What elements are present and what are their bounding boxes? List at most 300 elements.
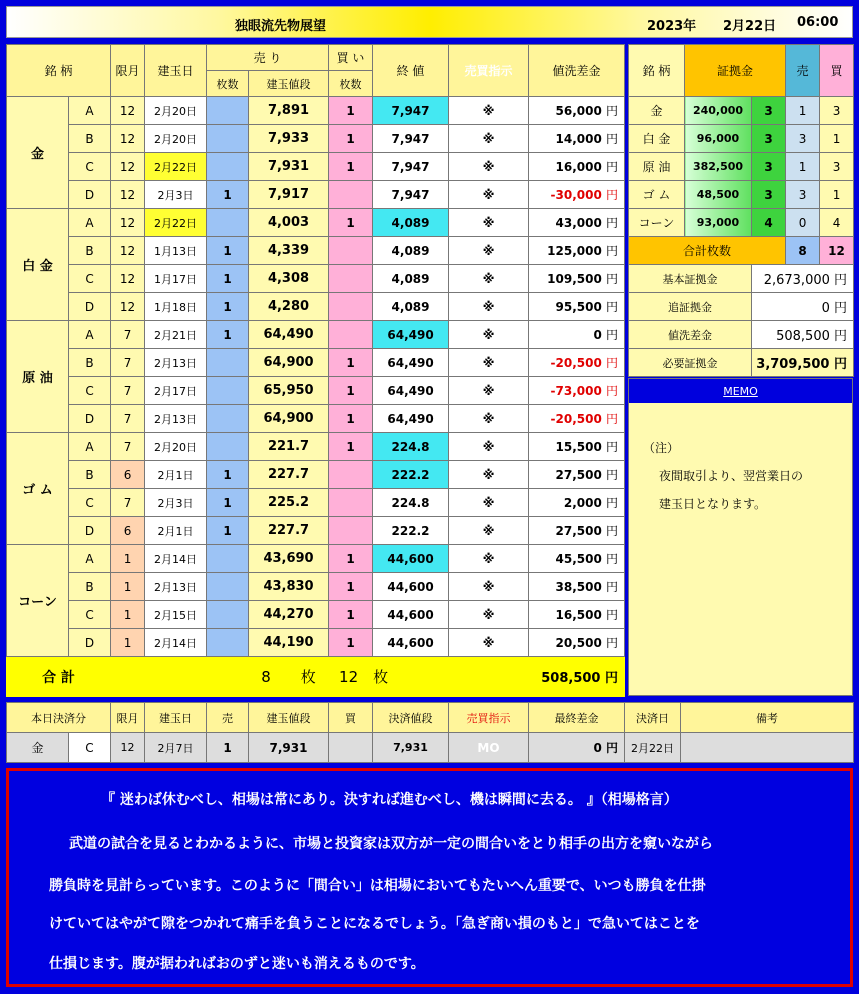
position-date: 1月18日: [145, 293, 207, 321]
order-instruction[interactable]: ※: [449, 265, 529, 293]
margin-amount: 240,000: [685, 97, 752, 125]
settle-col-sell: 売: [207, 703, 249, 733]
position-date: 2月13日: [145, 349, 207, 377]
sell-count: [207, 405, 249, 433]
close-price: 222.2: [373, 517, 449, 545]
summary-label: 基本証拠金: [629, 265, 752, 293]
sell-count: 1: [207, 489, 249, 517]
sell-count: 1: [207, 461, 249, 489]
position-price: 43,690: [249, 545, 329, 573]
brand-name: 白 金: [7, 209, 69, 321]
contract-code: B: [69, 461, 111, 489]
contract-code: C: [69, 153, 111, 181]
close-price: 224.8: [373, 489, 449, 517]
settle-order[interactable]: MO: [449, 733, 529, 763]
sell-count: 1: [207, 237, 249, 265]
margin-sell: 3: [786, 181, 820, 209]
buy-count: 1: [329, 545, 373, 573]
valuation-diff: 2,000: [563, 496, 602, 510]
sell-count: 1: [207, 265, 249, 293]
contract-month: 12: [111, 97, 145, 125]
buy-count: 1: [329, 349, 373, 377]
valuation-diff: 27,500: [555, 468, 602, 482]
settle-col-settle-price: 決済値段: [373, 703, 449, 733]
position-row: 白 金 A 12 2月22日 4,003 1 4,089 ※ 43,000 円: [7, 209, 625, 237]
settle-date: 2月7日: [145, 733, 207, 763]
order-instruction[interactable]: ※: [449, 125, 529, 153]
margin-summary-row: [629, 265, 854, 293]
contract-code: D: [69, 181, 111, 209]
sell-count: 1: [207, 181, 249, 209]
margin-row: [629, 209, 854, 237]
settle-month: 12: [111, 733, 145, 763]
order-instruction[interactable]: ※: [449, 573, 529, 601]
close-price: 4,089: [373, 237, 449, 265]
position-price: 4,003: [249, 209, 329, 237]
close-price: 44,600: [373, 629, 449, 657]
brand-name: ゴ ム: [7, 433, 69, 545]
buy-count: [329, 517, 373, 545]
sell-count: 1: [207, 321, 249, 349]
settle-brand: 金: [7, 733, 69, 763]
position-price: 227.7: [249, 517, 329, 545]
valuation-diff: 56,000: [555, 104, 602, 118]
margin-summary-row: [629, 321, 854, 349]
total-label: 合 計: [7, 657, 111, 697]
position-date: 2月13日: [145, 573, 207, 601]
order-instruction[interactable]: ※: [449, 629, 529, 657]
margin-brand: 金: [629, 97, 685, 125]
position-price: 227.7: [249, 461, 329, 489]
close-price: 64,490: [373, 349, 449, 377]
settle-price: 7,931: [249, 733, 329, 763]
buy-count: 1: [329, 125, 373, 153]
contract-month: 1: [111, 545, 145, 573]
contract-code: C: [69, 601, 111, 629]
order-instruction[interactable]: ※: [449, 433, 529, 461]
order-instruction[interactable]: ※: [449, 461, 529, 489]
position-price: 64,900: [249, 349, 329, 377]
margin-brand: ゴ ム: [629, 181, 685, 209]
contract-code: D: [69, 405, 111, 433]
margin-sell: 0: [786, 209, 820, 237]
contract-code: A: [69, 545, 111, 573]
order-instruction[interactable]: ※: [449, 209, 529, 237]
position-row: コーン A 1 2月14日 43,690 1 44,600 ※ 45,500 円: [7, 545, 625, 573]
brand-name: コーン: [7, 545, 69, 657]
margin-buy: 1: [820, 125, 854, 153]
memo-line1: 夜間取引より、翌営業日の: [659, 469, 804, 483]
order-instruction[interactable]: ※: [449, 489, 529, 517]
valuation-diff: -20,500: [550, 412, 602, 426]
summary-value: 0 円: [752, 293, 854, 321]
position-price: 4,308: [249, 265, 329, 293]
contract-code: B: [69, 573, 111, 601]
valuation-diff: 14,000: [555, 132, 602, 146]
position-date: 1月13日: [145, 237, 207, 265]
buy-count: 1: [329, 97, 373, 125]
col-close: 終 値: [373, 45, 449, 97]
sell-count: [207, 153, 249, 181]
margin-multiplier: 4: [752, 209, 786, 237]
contract-code: D: [69, 629, 111, 657]
memo-note-label: （注）: [643, 441, 680, 455]
memo-panel: [628, 378, 853, 696]
settle-col-note: 備考: [681, 703, 854, 733]
buy-count: [329, 237, 373, 265]
contract-code: A: [69, 209, 111, 237]
position-date: 2月3日: [145, 181, 207, 209]
position-date: 2月14日: [145, 545, 207, 573]
position-date: 2月14日: [145, 629, 207, 657]
buy-count: 1: [329, 433, 373, 461]
sell-count: [207, 97, 249, 125]
settle-col-final: 最終差金: [529, 703, 625, 733]
position-price: 44,270: [249, 601, 329, 629]
sell-count: [207, 601, 249, 629]
close-price: 64,490: [373, 377, 449, 405]
position-price: 221.7: [249, 433, 329, 461]
valuation-diff: 38,500: [555, 580, 602, 594]
contract-month: 7: [111, 489, 145, 517]
settle-date-value: 2月22日: [625, 733, 681, 763]
summary-value: 3,709,500 円: [752, 349, 854, 377]
settlement-table: [6, 702, 854, 763]
contract-month: 7: [111, 377, 145, 405]
buy-count: 1: [329, 209, 373, 237]
margin-row: [629, 97, 854, 125]
buy-count: 1: [329, 153, 373, 181]
sell-count: [207, 629, 249, 657]
margin-buy: 1: [820, 181, 854, 209]
valuation-diff: 16,500: [555, 608, 602, 622]
header-time: 06:00: [797, 15, 839, 30]
contract-code: A: [69, 97, 111, 125]
order-instruction[interactable]: ※: [449, 377, 529, 405]
contract-month: 1: [111, 629, 145, 657]
contract-month: 7: [111, 433, 145, 461]
position-price: 64,490: [249, 321, 329, 349]
position-row: B 6 2月1日 1 227.7 222.2 ※ 27,500 円: [7, 461, 625, 489]
position-row: B 1 2月13日 43,830 1 44,600 ※ 38,500 円: [7, 573, 625, 601]
close-price: 64,490: [373, 405, 449, 433]
settle-buy: [329, 733, 373, 763]
header-date: 2月22日: [723, 19, 777, 34]
margin-col-deposit: 証拠金: [685, 45, 786, 97]
contract-month: 12: [111, 237, 145, 265]
margin-total-sell: 8: [786, 237, 820, 265]
position-row: B 7 2月13日 64,900 1 64,490 ※ -20,500 円: [7, 349, 625, 377]
position-price: 225.2: [249, 489, 329, 517]
order-instruction[interactable]: ※: [449, 237, 529, 265]
sell-count: [207, 209, 249, 237]
col-sell: 売 り: [207, 45, 329, 71]
margin-amount: 48,500: [685, 181, 752, 209]
order-instruction[interactable]: ※: [449, 181, 529, 209]
margin-table: [628, 44, 854, 377]
col-diff: 値洗差金: [529, 45, 625, 97]
summary-label: 値洗差金: [629, 321, 752, 349]
close-price: 4,089: [373, 209, 449, 237]
position-row: D 12 1月18日 1 4,280 4,089 ※ 95,500 円: [7, 293, 625, 321]
position-row: D 1 2月14日 44,190 1 44,600 ※ 20,500 円: [7, 629, 625, 657]
contract-code: B: [69, 237, 111, 265]
contract-month: 7: [111, 349, 145, 377]
position-date: 2月20日: [145, 97, 207, 125]
position-date: 1月17日: [145, 265, 207, 293]
proverb-line: 『 迷わば休むべし、相場は常にあり。決すれば進むべし、機は瞬間に去る。 』（相場格言）: [101, 792, 678, 808]
position-price: 44,190: [249, 629, 329, 657]
settle-col-order: 売買指示: [449, 703, 529, 733]
brand-name: 金: [7, 97, 69, 209]
position-row: B 12 1月13日 1 4,339 4,089 ※ 125,000 円: [7, 237, 625, 265]
margin-sell: 3: [786, 125, 820, 153]
contract-month: 12: [111, 181, 145, 209]
buy-count: [329, 461, 373, 489]
position-date: 2月21日: [145, 321, 207, 349]
margin-amount: 382,500: [685, 153, 752, 181]
close-price: 44,600: [373, 545, 449, 573]
valuation-diff: 109,500: [547, 272, 602, 286]
margin-summary-row: [629, 349, 854, 377]
margin-brand: 白 金: [629, 125, 685, 153]
position-row: ゴ ム A 7 2月20日 221.7 1 224.8 ※ 15,500 円: [7, 433, 625, 461]
position-price: 43,830: [249, 573, 329, 601]
col-date: 建玉日: [145, 45, 207, 97]
buy-count: 1: [329, 601, 373, 629]
margin-multiplier: 3: [752, 125, 786, 153]
positions-table: [6, 44, 625, 697]
commentary-line-2: 勝負時を見計らっています。このように「間合い」は相場においてもたいへん重要で、いつも勝負を仕掛: [49, 878, 706, 894]
position-price: 4,339: [249, 237, 329, 265]
order-instruction[interactable]: ※: [449, 153, 529, 181]
close-price: 7,947: [373, 181, 449, 209]
total-row: 合 計 8 枚 12 枚 508,500 円: [7, 657, 625, 697]
position-date: 2月20日: [145, 433, 207, 461]
contract-code: B: [69, 349, 111, 377]
summary-value: 508,500 円: [752, 321, 854, 349]
memo-line2: 建玉日となります。: [659, 497, 767, 511]
contract-code: A: [69, 433, 111, 461]
margin-buy: 3: [820, 153, 854, 181]
contract-month: 12: [111, 265, 145, 293]
contract-month: 12: [111, 293, 145, 321]
close-price: 7,947: [373, 125, 449, 153]
settle-col-price: 建玉値段: [249, 703, 329, 733]
position-row: 原 油 A 7 2月21日 1 64,490 64,490 ※ 0 円: [7, 321, 625, 349]
contract-month: 12: [111, 125, 145, 153]
buy-count: 1: [329, 377, 373, 405]
settle-row: [7, 733, 854, 763]
settle-sell: 1: [207, 733, 249, 763]
settle-settle-price: 7,931: [373, 733, 449, 763]
sell-count: [207, 545, 249, 573]
margin-row: [629, 181, 854, 209]
settle-code: C: [69, 733, 111, 763]
valuation-diff: 95,500: [555, 300, 602, 314]
contract-month: 6: [111, 517, 145, 545]
order-instruction[interactable]: ※: [449, 97, 529, 125]
contract-month: 6: [111, 461, 145, 489]
margin-sell: 1: [786, 97, 820, 125]
contract-code: A: [69, 321, 111, 349]
buy-count: [329, 265, 373, 293]
valuation-diff: -30,000: [550, 188, 602, 202]
position-row: C 1 2月15日 44,270 1 44,600 ※ 16,500 円: [7, 601, 625, 629]
valuation-diff: 0: [593, 328, 602, 342]
col-brand: 銘 柄: [7, 45, 111, 97]
valuation-diff: -20,500: [550, 356, 602, 370]
close-price: 44,600: [373, 573, 449, 601]
contract-month: 7: [111, 321, 145, 349]
margin-multiplier: 3: [752, 181, 786, 209]
contract-code: C: [69, 489, 111, 517]
page-title: 独眼流先物展望: [235, 19, 327, 34]
contract-month: 12: [111, 153, 145, 181]
buy-count: [329, 489, 373, 517]
margin-summary-row: [629, 293, 854, 321]
sell-count: [207, 349, 249, 377]
margin-amount: 96,000: [685, 125, 752, 153]
position-date: 2月17日: [145, 377, 207, 405]
position-date: 2月1日: [145, 461, 207, 489]
position-price: 7,931: [249, 153, 329, 181]
settle-col-today: 本日決済分: [7, 703, 111, 733]
col-buy: 買 い: [329, 45, 373, 71]
margin-sell: 1: [786, 153, 820, 181]
position-price: 7,891: [249, 97, 329, 125]
margin-total-label: 合計枚数: [629, 237, 786, 265]
position-price: 4,280: [249, 293, 329, 321]
brand-name: 原 油: [7, 321, 69, 433]
title-banner: [6, 6, 853, 38]
margin-multiplier: 3: [752, 153, 786, 181]
order-instruction[interactable]: ※: [449, 517, 529, 545]
order-instruction[interactable]: ※: [449, 545, 529, 573]
margin-brand: 原 油: [629, 153, 685, 181]
close-price: 44,600: [373, 601, 449, 629]
settle-col-month: 限月: [111, 703, 145, 733]
position-date: 2月22日: [145, 209, 207, 237]
position-date: 2月22日: [145, 153, 207, 181]
total-diff: 508,500: [541, 671, 601, 686]
position-date: 2月1日: [145, 517, 207, 545]
close-price: 224.8: [373, 433, 449, 461]
buy-count: [329, 181, 373, 209]
close-price: 4,089: [373, 265, 449, 293]
order-instruction[interactable]: ※: [449, 601, 529, 629]
contract-month: 1: [111, 573, 145, 601]
total-buy: 12: [339, 668, 359, 686]
valuation-diff: 16,000: [555, 160, 602, 174]
summary-label: 必要証拠金: [629, 349, 752, 377]
close-price: 7,947: [373, 97, 449, 125]
position-row: D 6 2月1日 1 227.7 222.2 ※ 27,500 円: [7, 517, 625, 545]
header-year: 2023年: [647, 19, 697, 34]
valuation-diff: 15,500: [555, 440, 602, 454]
sell-count: [207, 377, 249, 405]
sell-count: [207, 573, 249, 601]
commentary-line-1: 武道の試合を見るとわかるように、市場と投資家は双方が一定の間合いをとり相手の出方を窺いながら: [69, 836, 713, 852]
buy-count: [329, 321, 373, 349]
buy-count: 1: [329, 629, 373, 657]
margin-buy: 4: [820, 209, 854, 237]
commentary-line-3: けていてはやがて隙をつかれて痛手を負うことになるでしょう。「急ぎ商い損のもと」で急いてはことを: [49, 916, 700, 932]
margin-col-brand: 銘 柄: [629, 45, 685, 97]
close-price: 7,947: [373, 153, 449, 181]
margin-brand: コーン: [629, 209, 685, 237]
contract-month: 12: [111, 209, 145, 237]
margin-col-buy: 買: [820, 45, 854, 97]
order-instruction[interactable]: ※: [449, 349, 529, 377]
position-price: 64,900: [249, 405, 329, 433]
contract-month: 1: [111, 601, 145, 629]
col-buy-count: 枚数: [329, 71, 373, 97]
valuation-diff: 45,500: [555, 552, 602, 566]
summary-label: 追証拠金: [629, 293, 752, 321]
position-date: 2月13日: [145, 405, 207, 433]
close-price: 4,089: [373, 293, 449, 321]
margin-total-buy: 12: [820, 237, 854, 265]
buy-count: 1: [329, 405, 373, 433]
margin-row: [629, 125, 854, 153]
buy-count: 1: [329, 573, 373, 601]
margin-buy: 3: [820, 97, 854, 125]
position-date: 2月3日: [145, 489, 207, 517]
order-instruction[interactable]: ※: [449, 293, 529, 321]
contract-code: D: [69, 293, 111, 321]
valuation-diff: 20,500: [555, 636, 602, 650]
col-sell-count: 枚数: [207, 71, 249, 97]
summary-value: 2,673,000 円: [752, 265, 854, 293]
position-row: D 12 2月3日 1 7,917 7,947 ※ -30,000 円: [7, 181, 625, 209]
position-date: 2月20日: [145, 125, 207, 153]
settle-col-buy: 買: [329, 703, 373, 733]
memo-link[interactable]: MEMO: [723, 385, 758, 398]
valuation-diff: 27,500: [555, 524, 602, 538]
margin-col-sell: 売: [786, 45, 820, 97]
sell-count: 1: [207, 293, 249, 321]
position-row: C 12 2月22日 7,931 1 7,947 ※ 16,000 円: [7, 153, 625, 181]
sell-count: 1: [207, 517, 249, 545]
settle-col-date: 建玉日: [145, 703, 207, 733]
margin-row: [629, 153, 854, 181]
contract-month: 7: [111, 405, 145, 433]
buy-count: [329, 293, 373, 321]
position-row: B 12 2月20日 7,933 1 7,947 ※ 14,000 円: [7, 125, 625, 153]
sell-count: [207, 433, 249, 461]
valuation-diff: -73,000: [550, 384, 602, 398]
settle-note: [681, 733, 854, 763]
position-price: 7,917: [249, 181, 329, 209]
margin-multiplier: 3: [752, 97, 786, 125]
position-row: C 7 2月17日 65,950 1 64,490 ※ -73,000 円: [7, 377, 625, 405]
contract-code: B: [69, 125, 111, 153]
position-date: 2月15日: [145, 601, 207, 629]
order-instruction[interactable]: ※: [449, 321, 529, 349]
settle-col-date2: 決済日: [625, 703, 681, 733]
order-instruction-header[interactable]: 売買指示: [449, 45, 529, 97]
position-price: 7,933: [249, 125, 329, 153]
position-row: C 7 2月3日 1 225.2 224.8 ※ 2,000 円: [7, 489, 625, 517]
position-row: D 7 2月13日 64,900 1 64,490 ※ -20,500 円: [7, 405, 625, 433]
contract-code: D: [69, 517, 111, 545]
order-instruction[interactable]: ※: [449, 405, 529, 433]
contract-code: C: [69, 377, 111, 405]
sell-count: [207, 125, 249, 153]
market-proverb-panel: [6, 768, 853, 987]
close-price: 222.2: [373, 461, 449, 489]
